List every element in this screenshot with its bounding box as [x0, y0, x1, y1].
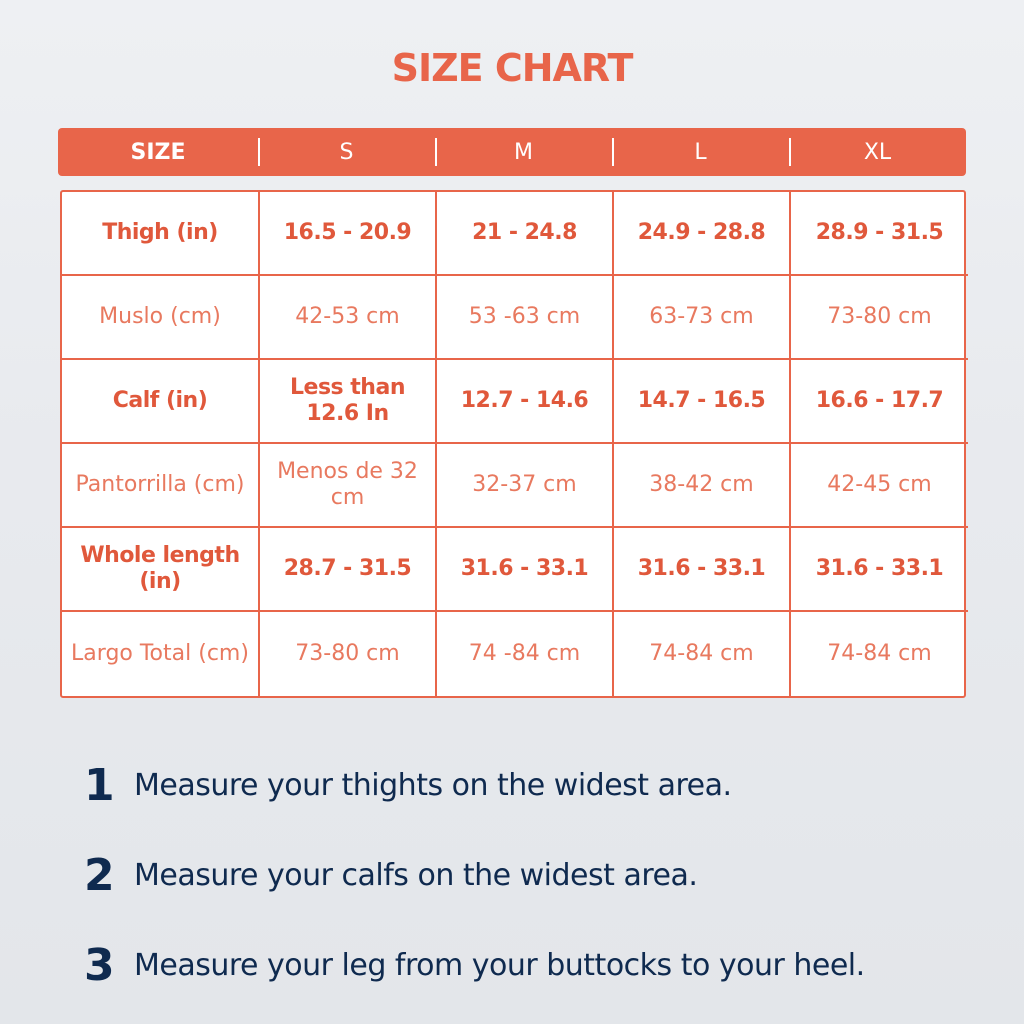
table-cell: 74 -84 cm — [437, 612, 614, 696]
instruction-item — [84, 920, 984, 1010]
header-size-label: SIZE — [130, 139, 186, 165]
row-label-pantorrilla-cm: Pantorrilla (cm) — [62, 444, 260, 528]
row-label-thigh-in: Thigh (in) — [62, 192, 260, 276]
table-cell: 74-84 cm — [614, 612, 791, 696]
instruction-text: Measure your leg from your buttocks to your heel. — [134, 947, 865, 983]
instruction-number: 3 — [84, 939, 115, 991]
table-cell: 16.5 - 20.9 — [260, 192, 437, 276]
table-cell: 32-37 cm — [437, 444, 614, 528]
instruction-item — [84, 830, 984, 920]
row-label-calf-in: Calf (in) — [62, 360, 260, 444]
table-cell: 31.6 - 33.1 — [791, 528, 968, 612]
instruction-number: 1 — [84, 759, 115, 811]
table-cell: 73-80 cm — [791, 276, 968, 360]
row-label-whole-length-in: Whole length (in) — [62, 528, 260, 612]
row-label-largo-total-cm: Largo Total (cm) — [62, 612, 260, 696]
table-cell: 12.7 - 14.6 — [437, 360, 614, 444]
measurement-instructions — [84, 740, 984, 1010]
table-cell: 14.7 - 16.5 — [614, 360, 791, 444]
table-cell: 73-80 cm — [260, 612, 437, 696]
table-cell: 16.6 - 17.7 — [791, 360, 968, 444]
size-header-bar — [58, 128, 966, 176]
table-cell: Less than 12.6 In — [260, 360, 437, 444]
table-cell: 24.9 - 28.8 — [614, 192, 791, 276]
header-size-l: L — [612, 128, 789, 176]
table-cell: 38-42 cm — [614, 444, 791, 528]
header-size-s: S — [258, 128, 435, 176]
table-cell: 28.7 - 31.5 — [260, 528, 437, 612]
instruction-number: 2 — [84, 849, 115, 901]
row-label-muslo-cm: Muslo (cm) — [62, 276, 260, 360]
header-size-xl: XL — [789, 128, 966, 176]
table-cell: 42-53 cm — [260, 276, 437, 360]
header-size-m: M — [435, 128, 612, 176]
instruction-text: Measure your calfs on the widest area. — [134, 857, 698, 893]
table-cell: 42-45 cm — [791, 444, 968, 528]
size-table — [60, 190, 966, 698]
instruction-item — [84, 740, 984, 830]
instruction-text: Measure your thights on the widest area. — [134, 767, 732, 803]
table-cell: 31.6 - 33.1 — [437, 528, 614, 612]
table-cell: 31.6 - 33.1 — [614, 528, 791, 612]
table-cell: 21 - 24.8 — [437, 192, 614, 276]
table-cell: 63-73 cm — [614, 276, 791, 360]
table-cell: 28.9 - 31.5 — [791, 192, 968, 276]
table-cell: 53 -63 cm — [437, 276, 614, 360]
table-cell: 74-84 cm — [827, 641, 932, 666]
page-title: SIZE CHART — [391, 46, 633, 90]
table-cell: Menos de 32 cm — [260, 444, 437, 528]
